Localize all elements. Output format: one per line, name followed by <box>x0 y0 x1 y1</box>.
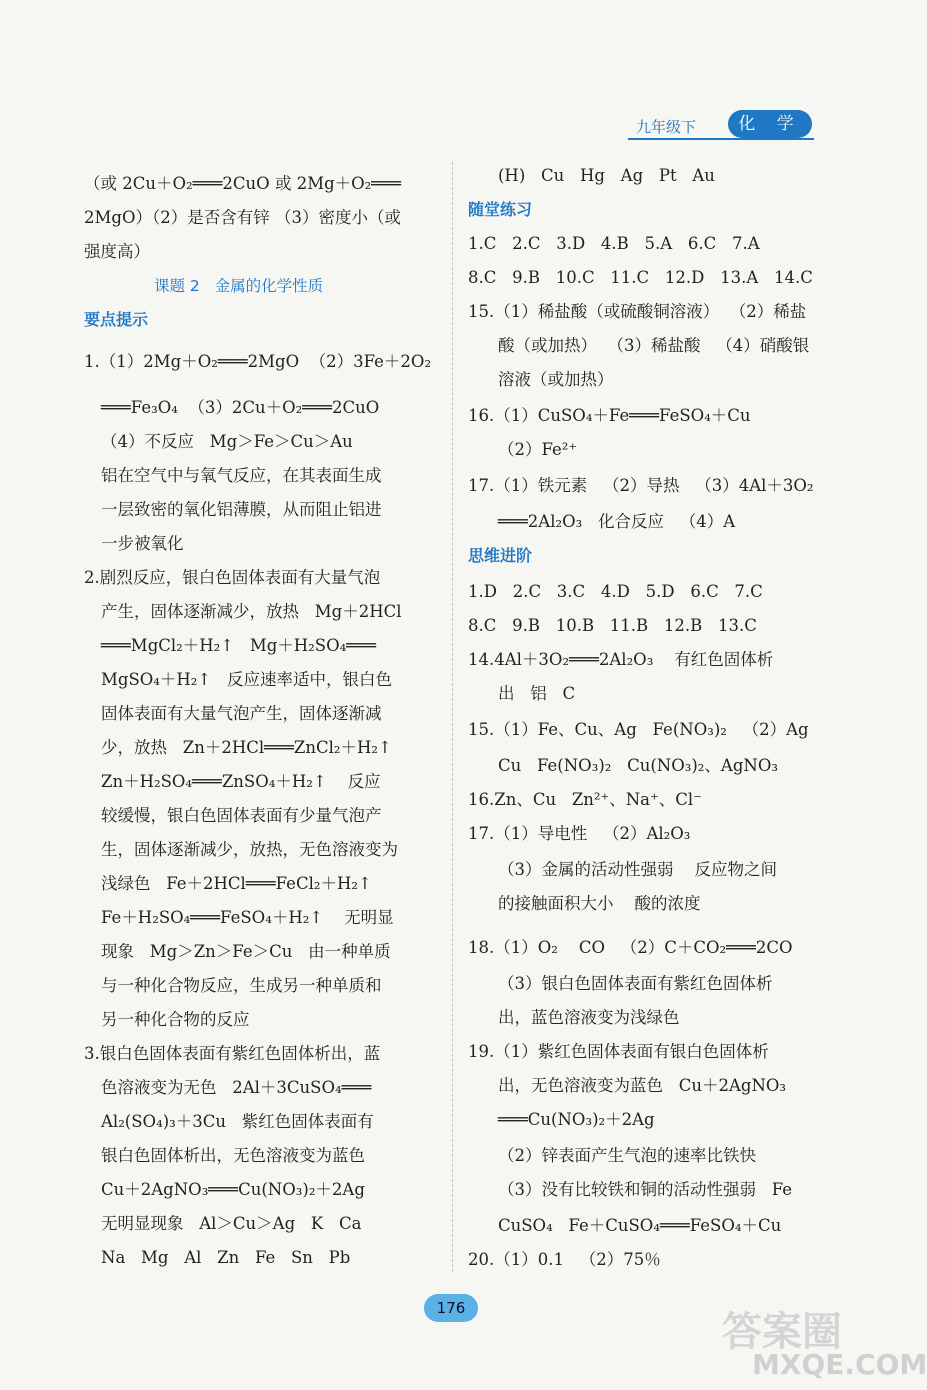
answer-line: （4）不反应 Mg＞Fe＞Cu＞Au <box>101 432 353 451</box>
column-divider <box>452 162 453 1272</box>
answer-line: 现象 Mg＞Zn＞Fe＞Cu 由一种单质 <box>101 942 391 961</box>
answer-line: Na Mg Al Zn Fe Sn Pb <box>101 1248 351 1267</box>
section-heading: 思维进阶 <box>468 546 533 565</box>
answer-line: 另一种化合物的反应 <box>101 1010 250 1029</box>
answer-line: （或 2Cu＋O₂═══2CuO 或 2Mg＋O₂═══ <box>84 174 402 193</box>
watermark-url: MXQE.COM <box>752 1348 927 1381</box>
answer-line: (H) Cu Hg Ag Pt Au <box>498 166 715 185</box>
page-header <box>628 110 814 140</box>
answer-line: 少，放热 Zn＋2HCl═══ZnCl₂＋H₂↑ <box>101 738 392 757</box>
answer-line: ═══Fe₃O₄ （3）2Cu＋O₂═══2CuO <box>101 398 380 417</box>
lesson-title: 课题 2 金属的化学性质 <box>154 277 324 295</box>
answer-line: 8.C 9.B 10.C 11.C 12.D 13.A 14.C <box>468 268 813 287</box>
answer-line: 较缓慢，银白色固体表面有少量气泡产 <box>101 806 382 825</box>
answer-line: （3）银白色固体表面有紫红色固体析 <box>498 974 773 993</box>
answer-line: 一层致密的氧化铝薄膜，从而阻止铝进 <box>101 500 382 519</box>
answer-line: （2）锌表面产生气泡的速率比铁快 <box>498 1146 756 1165</box>
watermark-logo: 答案圈 <box>722 1309 842 1355</box>
answer-line: （3）没有比较铁和铜的活动性强弱 Fe <box>498 1180 793 1199</box>
answer-line: 17.（1）铁元素 （2）导热 （3）4Al＋3O₂ <box>468 476 814 495</box>
answer-line: 1.（1）2Mg＋O₂═══2MgO （2）3Fe＋2O₂ <box>84 352 432 371</box>
answer-line: 生，固体逐渐减少，放热，无色溶液变为 <box>101 840 398 859</box>
answer-line: 19.（1）紫红色固体表面有银白色固体析 <box>468 1042 769 1061</box>
answer-line: 浅绿色 Fe＋2HCl═══FeCl₂＋H₂↑ <box>101 874 372 893</box>
answer-line: ═══2Al₂O₃ 化合反应 （4）A <box>498 512 736 531</box>
answer-line: 强度高） <box>84 242 150 261</box>
answer-line: 15.（1）Fe、Cu、Ag Fe(NO₃)₂ （2）Ag <box>468 720 809 739</box>
answer-line: Fe＋H₂SO₄═══FeSO₄＋H₂↑ 无明显 <box>101 908 394 927</box>
answer-line: Zn＋H₂SO₄═══ZnSO₄＋H₂↑ 反应 <box>101 772 381 791</box>
answer-line: 1.C 2.C 3.D 4.B 5.A 6.C 7.A <box>468 234 760 253</box>
answer-line: 溶液（或加热） <box>498 370 614 389</box>
answer-line: MgSO₄＋H₂↑ 反应速率适中，银白色 <box>101 670 392 689</box>
answer-line: 银白色固体析出，无色溶液变为蓝色 <box>101 1146 365 1165</box>
answer-line: 出，蓝色溶液变为浅绿色 <box>498 1008 680 1027</box>
answer-line: 的接触面积大小 酸的浓度 <box>498 894 701 913</box>
answer-line: 固体表面有大量气泡产生，固体逐渐减 <box>101 704 382 723</box>
answer-line: 与一种化合物反应，生成另一种单质和 <box>101 976 382 995</box>
answer-line: Cu Fe(NO₃)₂ Cu(NO₃)₂、AgNO₃ <box>498 756 778 775</box>
answer-line: 无明显现象 Al＞Cu＞Ag K Ca <box>101 1214 362 1233</box>
answer-line: 3.银白色固体表面有紫红色固体析出，蓝 <box>84 1044 381 1063</box>
answer-line: ═══MgCl₂＋H₂↑ Mg＋H₂SO₄═══ <box>101 636 377 655</box>
page-number: 176 <box>424 1294 478 1322</box>
answer-line: 出 铝 C <box>498 684 576 703</box>
answer-line: 17.（1）导电性 （2）Al₂O₃ <box>468 824 691 843</box>
answer-line: （3）金属的活动性强弱 反应物之间 <box>498 860 777 879</box>
header-rule <box>628 138 814 140</box>
answer-line: 20.（1）0.1 （2）75％ <box>468 1250 661 1269</box>
answer-line: CuSO₄ Fe＋CuSO₄═══FeSO₄＋Cu <box>498 1216 782 1235</box>
answer-line: 一步被氧化 <box>101 534 184 553</box>
section-heading: 随堂练习 <box>468 200 533 219</box>
answer-line: Cu＋2AgNO₃═══Cu(NO₃)₂＋2Ag <box>101 1180 365 1199</box>
answer-line: 14.4Al＋3O₂═══2Al₂O₃ 有红色固体析 <box>468 650 774 669</box>
answer-line: 产生，固体逐渐减少，放热 Mg＋2HCl <box>101 602 402 621</box>
answer-line: 酸（或加热） （3）稀盐酸 （4）硝酸银 <box>498 336 810 355</box>
answer-line: （2）Fe²⁺ <box>498 440 578 459</box>
answer-line: 16.（1）CuSO₄＋Fe═══FeSO₄＋Cu <box>468 406 751 425</box>
answer-line: 铝在空气中与氧气反应，在其表面生成 <box>101 466 382 485</box>
answer-line: 15.（1）稀盐酸（或硫酸铜溶液） （2）稀盐 <box>468 302 807 321</box>
answer-line: 2.剧烈反应，银白色固体表面有大量气泡 <box>84 568 381 587</box>
subject-badge: 化 学 <box>728 110 812 138</box>
answer-line: 16.Zn、Cu Zn²⁺、Na⁺、Cl⁻ <box>468 790 702 809</box>
answer-line: 出，无色溶液变为蓝色 Cu＋2AgNO₃ <box>498 1076 787 1095</box>
answer-line: 18.（1）O₂ CO （2）C＋CO₂═══2CO <box>468 938 793 957</box>
grade-label: 九年级下 <box>636 118 697 136</box>
answer-line: Al₂(SO₄)₃＋3Cu 紫红色固体表面有 <box>101 1112 374 1131</box>
answer-line: 2MgO）（2）是否含有锌 （3）密度小（或 <box>84 208 401 227</box>
answer-line: 色溶液变为无色 2Al＋3CuSO₄═══ <box>101 1078 372 1097</box>
answer-line: ═══Cu(NO₃)₂＋2Ag <box>498 1110 655 1129</box>
answer-line: 8.C 9.B 10.B 11.B 12.B 13.C <box>468 616 757 635</box>
answer-line: 1.D 2.C 3.C 4.D 5.D 6.C 7.C <box>468 582 763 601</box>
section-heading: 要点提示 <box>84 310 149 329</box>
